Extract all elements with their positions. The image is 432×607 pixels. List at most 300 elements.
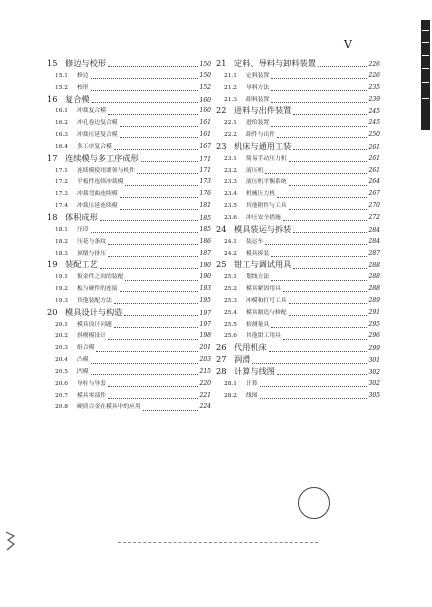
toc-entry-number: 15.2 (55, 84, 68, 91)
toc-entry-page: 167 (199, 142, 211, 150)
toc-section-entry (216, 70, 380, 82)
toc-leader-dots (289, 309, 367, 316)
toc-entry-page: 224 (199, 403, 211, 411)
toc-entry-number: 19.3 (55, 297, 68, 304)
toc-chapter-entry (216, 342, 380, 354)
toc-section-entry (47, 295, 211, 307)
toc-entry-number: 23.5 (224, 203, 237, 210)
toc-entry-title: 修边 (77, 72, 89, 79)
toc-entry-title: 划线方法 (246, 274, 270, 281)
toc-entry-page: 198 (199, 332, 211, 340)
toc-section-entry (216, 330, 380, 342)
toc-leader-dots (114, 143, 198, 150)
toc-entry-title: 平板件连续冲裁模 (77, 179, 124, 186)
toc-section-entry (47, 366, 211, 378)
toc-entry-page: 160 (199, 107, 211, 115)
toc-leader-dots (271, 84, 366, 91)
toc-entry-page: 261 (368, 166, 380, 174)
toc-section-entry (216, 307, 380, 319)
toc-section-entry (47, 271, 211, 283)
toc-entry-page: 284 (368, 226, 380, 234)
toc-entry-number: 19.2 (55, 286, 68, 293)
toc-entry-title: 模具拆装 (246, 250, 270, 257)
toc-entry-title: 冲裁弯曲连续模 (77, 191, 118, 198)
toc-entry-number: 21.1 (224, 72, 237, 79)
toc-leader-dots (108, 238, 198, 245)
toc-section-entry (216, 176, 380, 188)
toc-entry-page: 197 (199, 309, 211, 317)
toc-section-entry (47, 200, 211, 212)
toc-entry-number: 22.2 (224, 132, 237, 139)
toc-entry-page: 245 (368, 108, 380, 116)
toc-entry-title: 冲裁压延连续模 (77, 203, 118, 210)
toc-entry-number: 27 (216, 354, 227, 365)
toc-leader-dots (108, 60, 198, 67)
toc-section-entry (47, 401, 211, 413)
toc-entry-number: 22.1 (224, 120, 237, 127)
toc-entry-page: 220 (199, 379, 211, 387)
toc-leader-dots (125, 274, 197, 281)
toc-section-entry (47, 390, 211, 402)
toc-chapter-entry (216, 259, 380, 271)
toc-entry-title: 模具紧固用具 (246, 286, 281, 293)
toc-leader-dots (120, 285, 198, 292)
toc-leader-dots (120, 131, 198, 138)
toc-entry-title: 压印 (77, 226, 89, 233)
toc-chapter-entry (216, 58, 380, 70)
toc-entry-title: 冲模和打号工具 (246, 297, 287, 304)
toc-entry-number: 23.1 (224, 155, 237, 162)
toc-entry-number: 25.3 (224, 297, 237, 304)
toc-entry-number: 18 (47, 211, 58, 222)
toc-leader-dots (108, 108, 198, 115)
toc-section-entry (47, 248, 211, 260)
toc-entry-page: 150 (199, 71, 211, 79)
toc-section-entry (216, 188, 380, 200)
toc-entry-number: 16 (47, 93, 58, 104)
toc-entry-page: 235 (368, 83, 380, 91)
toc-section-entry (47, 129, 211, 141)
toc-section-entry (47, 236, 211, 248)
toc-entry-title: 复合模 (65, 93, 90, 104)
toc-entry-page: 284 (368, 237, 380, 245)
toc-entry-number: 25 (216, 259, 227, 270)
toc-leader-dots (265, 167, 366, 174)
toc-entry-page: 288 (368, 262, 380, 270)
toc-entry-page: 302 (368, 368, 380, 376)
toc-entry-page: 161 (199, 119, 211, 127)
toc-leader-dots (124, 309, 197, 316)
toc-entry-number: 25.2 (224, 286, 237, 293)
toc-entry-page: 203 (199, 356, 211, 364)
toc-section-entry (47, 165, 211, 177)
toc-entry-number: 23 (216, 140, 227, 151)
toc-entry-number: 17.1 (55, 167, 68, 174)
toc-entry-number: 23.6 (224, 214, 237, 221)
toc-leader-dots (289, 203, 367, 210)
toc-section-entry (47, 70, 211, 82)
toc-entry-title: 连续模使用要领与机件 (77, 167, 135, 174)
toc-entry-page: 261 (368, 143, 380, 151)
toc-entry-number: 17.2 (55, 179, 68, 186)
toc-leader-dots (91, 84, 198, 91)
toc-entry-number: 18.3 (55, 250, 68, 257)
toc-entry-page: 185 (199, 214, 211, 222)
toc-entry-number: 22 (216, 105, 227, 116)
toc-entry-page: 161 (199, 131, 211, 139)
toc-entry-number: 20.7 (55, 392, 68, 399)
toc-entry-number: 20.6 (55, 380, 68, 387)
toc-leader-dots (289, 179, 367, 186)
toc-section-entry (216, 248, 380, 260)
toc-entry-number: 26 (216, 342, 227, 353)
toc-entry-number: 28.1 (224, 380, 237, 387)
toc-entry-title: 润滑 (234, 354, 251, 365)
toc-entry-page: 239 (368, 95, 380, 103)
toc-entry-page: 295 (368, 320, 380, 328)
toc-entry-page: 261 (368, 154, 380, 162)
toc-section-entry (216, 271, 380, 283)
toc-entry-number: 16.4 (55, 143, 68, 150)
toc-leader-dots (265, 238, 366, 245)
toc-entry-page: 267 (368, 190, 380, 198)
toc-leader-dots (141, 155, 198, 162)
toc-chapter-entry (216, 224, 380, 236)
toc-entry-number: 23.2 (224, 167, 237, 174)
toc-leader-dots (271, 321, 366, 328)
toc-entry-page: 302 (368, 379, 380, 387)
toc-entry-page: 190 (199, 262, 211, 270)
toc-leader-dots (271, 96, 366, 103)
toc-leader-dots (318, 60, 367, 67)
toc-entry-number: 20.4 (55, 357, 68, 364)
toc-entry-number: 23.4 (224, 191, 237, 198)
toc-leader-dots (91, 226, 198, 233)
toc-leader-dots (277, 368, 367, 375)
toc-entry-title: 斜楔模设计 (77, 333, 106, 340)
toc-chapter-entry (216, 105, 380, 117)
toc-entry-page: 305 (368, 391, 380, 399)
toc-entry-title: 进给装置 (246, 120, 270, 127)
toc-left-column (47, 58, 211, 413)
toc-section-entry (47, 176, 211, 188)
toc-entry-page: 288 (368, 273, 380, 281)
toc-entry-title: 计算与线图 (234, 365, 275, 376)
toc-entry-number: 17.3 (55, 191, 68, 198)
toc-entry-page: 221 (199, 391, 211, 399)
toc-entry-page: 171 (199, 166, 211, 174)
toc-entry-page: 176 (199, 190, 211, 198)
toc-entry-number: 20 (47, 306, 58, 317)
toc-entry-page: 301 (368, 357, 380, 365)
toc-entry-title: 代用机床 (234, 342, 267, 353)
toc-entry-title: 模具装运与拆装 (234, 223, 292, 234)
toc-leader-dots (108, 250, 198, 257)
toc-section-entry (47, 224, 211, 236)
toc-entry-title: 连续模与多工序成形 (65, 152, 139, 163)
toc-entry-number: 24.2 (224, 250, 237, 257)
toc-leader-dots (271, 120, 366, 127)
toc-entry-number: 25.5 (224, 321, 237, 328)
toc-leader-dots (100, 262, 198, 269)
toc-leader-dots (289, 297, 367, 304)
toc-entry-title: 模具设计问题 (77, 321, 112, 328)
toc-entry-page: 193 (199, 285, 211, 293)
toc-right-column (216, 58, 380, 401)
toc-entry-number: 20.3 (55, 345, 68, 352)
toc-entry-page: 264 (368, 178, 380, 186)
toc-entry-title: 冲压安全措施 (246, 214, 281, 221)
toc-chapter-entry (47, 212, 211, 224)
toc-entry-number: 15 (47, 58, 58, 68)
toc-entry-title: 模具设计与构造 (65, 306, 123, 317)
toc-entry-page: 226 (368, 61, 380, 68)
toc-entry-number: 28.2 (224, 392, 237, 399)
toc-leader-dots (91, 357, 198, 364)
corner-mark-icon (4, 530, 16, 552)
toc-chapter-entry (47, 94, 211, 106)
toc-entry-page: 288 (368, 285, 380, 293)
toc-leader-dots (92, 96, 198, 103)
toc-entry-page: 296 (368, 332, 380, 340)
toc-leader-dots (269, 345, 367, 352)
toc-leader-dots (283, 214, 367, 221)
toc-leader-dots (120, 120, 198, 127)
toc-section-entry (216, 319, 380, 331)
toc-chapter-entry (47, 259, 211, 271)
toc-section-entry (47, 354, 211, 366)
toc-entry-title: 卸件与出件 (246, 132, 275, 139)
toc-entry-page: 270 (368, 202, 380, 210)
toc-entry-page: 173 (199, 178, 211, 186)
toc-entry-title: 定料装置 (246, 72, 270, 79)
toc-entry-title: 板与硬件的连接 (77, 286, 118, 293)
toc-entry-title: 凸模 (77, 357, 89, 364)
toc-chapter-entry (47, 153, 211, 165)
toc-entry-number: 17.4 (55, 203, 68, 210)
bottom-dashed-line (118, 542, 318, 543)
toc-entry-title: 组合模 (77, 345, 95, 352)
toc-leader-dots (271, 250, 366, 257)
toc-entry-title: 冲裁复合模 (77, 108, 106, 115)
toc-section-entry (216, 236, 380, 248)
toc-leader-dots (100, 214, 198, 221)
toc-entry-title: 体积成形 (65, 211, 98, 222)
toc-leader-dots (252, 357, 366, 364)
toc-entry-title: 校形 (77, 84, 89, 91)
toc-section-entry (216, 82, 380, 94)
toc-leader-dots (108, 380, 198, 387)
toc-entry-number: 15.1 (55, 72, 68, 79)
toc-leader-dots (277, 131, 367, 138)
toc-entry-page: 299 (368, 345, 380, 353)
toc-section-entry (216, 390, 380, 402)
toc-leader-dots (271, 274, 366, 281)
toc-entry-page: 160 (199, 96, 211, 104)
toc-entry-number: 24.1 (224, 238, 237, 245)
toc-entry-title: 其他附件与工具 (246, 203, 287, 210)
toc-entry-page: 152 (199, 83, 211, 91)
toc-chapter-entry (47, 58, 211, 70)
toc-entry-page: 186 (199, 237, 211, 245)
toc-section-entry (216, 165, 380, 177)
toc-section-entry (47, 82, 211, 94)
toc-entry-number: 18.1 (55, 226, 68, 233)
toc-entry-title: 进料与出件装置 (234, 105, 292, 116)
toc-chapter-entry (47, 307, 211, 319)
toc-entry-title: 钣金件之间的装配 (77, 274, 124, 281)
toc-entry-page: 272 (368, 213, 380, 221)
toc-leader-dots (293, 226, 366, 233)
toc-entry-page: 187 (199, 249, 211, 257)
toc-chapter-entry (216, 141, 380, 153)
toc-entry-number: 17 (47, 152, 58, 163)
toc-section-entry (47, 283, 211, 295)
toc-entry-title: 冲孔卷边复合模 (77, 120, 118, 127)
toc-section-entry (47, 342, 211, 354)
toc-leader-dots (120, 191, 198, 198)
toc-entry-title: 顶墩与挤压 (77, 250, 106, 257)
toc-entry-title: 装配工艺 (65, 259, 98, 270)
toc-entry-number: 16.3 (55, 132, 68, 139)
toc-leader-dots (143, 404, 198, 411)
toc-section-entry (216, 212, 380, 224)
toc-entry-title: 其他钳工用具 (246, 333, 281, 340)
toc-entry-page: 181 (199, 202, 211, 210)
toc-entry-title: 定料、导料与卸料装置 (234, 58, 316, 68)
toc-entry-page: 150 (199, 61, 211, 68)
toc-entry-page: 226 (368, 71, 380, 79)
toc-entry-number: 21.3 (224, 96, 237, 103)
toc-entry-title: 机械压力机 (246, 191, 275, 198)
toc-section-entry (47, 141, 211, 153)
toc-leader-dots (96, 345, 197, 352)
toc-entry-number: 24 (216, 223, 227, 234)
toc-entry-number: 16.2 (55, 120, 68, 127)
toc-entry-title: 多工序复合模 (77, 143, 112, 150)
toc-leader-dots (260, 392, 367, 399)
toc-entry-title: 线图 (246, 392, 258, 399)
toc-section-entry (216, 94, 380, 106)
toc-entry-page: 287 (368, 249, 380, 257)
toc-leader-dots (293, 108, 366, 115)
toc-leader-dots (283, 285, 367, 292)
toc-entry-title: 其他装配方法 (77, 297, 112, 304)
toc-entry-title: 检测量具 (246, 321, 270, 328)
toc-leader-dots (137, 167, 198, 174)
toc-entry-page: 201 (199, 344, 211, 352)
toc-entry-page: 291 (368, 308, 380, 316)
toc-entry-number: 16.1 (55, 108, 68, 115)
stamp-circle (298, 487, 330, 519)
toc-entry-title: 修边与校形 (65, 58, 106, 68)
toc-leader-dots (91, 368, 198, 375)
toc-leader-dots (91, 72, 198, 79)
toc-entry-number: 20.8 (55, 404, 68, 411)
toc-entry-number: 20.1 (55, 321, 68, 328)
toc-leader-dots (289, 155, 367, 162)
toc-entry-title: 液压机 (246, 167, 264, 174)
toc-entry-title: 模具制造与修配 (246, 309, 287, 316)
toc-entry-number: 19.1 (55, 274, 68, 281)
toc-leader-dots (120, 203, 198, 210)
toc-entry-page: 185 (199, 225, 211, 233)
toc-leader-dots (125, 179, 197, 186)
toc-entry-number: 23.3 (224, 179, 237, 186)
toc-entry-page: 195 (199, 296, 211, 304)
toc-entry-title: 卸料装置 (246, 96, 270, 103)
toc-entry-number: 25.1 (224, 274, 237, 281)
toc-entry-title: 导料方法 (246, 84, 270, 91)
toc-entry-title: 简易手动压力机 (246, 155, 287, 162)
toc-leader-dots (114, 297, 198, 304)
toc-section-entry (216, 117, 380, 129)
toc-chapter-entry (216, 354, 380, 366)
toc-leader-dots (293, 262, 366, 269)
toc-entry-title: 钳工与调试用具 (234, 259, 292, 270)
toc-leader-dots (114, 321, 198, 328)
toc-entry-title: 装运车 (246, 238, 264, 245)
toc-entry-number: 21 (216, 58, 227, 68)
toc-entry-number: 25.6 (224, 333, 237, 340)
toc-entry-title: 计算 (246, 380, 258, 387)
toc-entry-page: 289 (368, 296, 380, 304)
toc-section-entry (216, 129, 380, 141)
toc-entry-title: 机床与通用工装 (234, 140, 292, 151)
toc-entry-page: 250 (368, 131, 380, 139)
toc-section-entry (216, 378, 380, 390)
toc-entry-number: 25.4 (224, 309, 237, 316)
toc-section-entry (47, 188, 211, 200)
toc-section-entry (216, 295, 380, 307)
toc-section-entry (216, 153, 380, 165)
toc-leader-dots (283, 333, 367, 340)
toc-entry-number: 18.2 (55, 238, 68, 245)
toc-entry-title: 液压机平衡系统 (246, 179, 287, 186)
toc-section-entry (47, 319, 211, 331)
toc-entry-page: 245 (368, 119, 380, 127)
toc-leader-dots (271, 72, 366, 79)
toc-entry-page: 197 (199, 320, 211, 328)
toc-entry-number: 20.2 (55, 333, 68, 340)
side-binding-strip (421, 20, 430, 130)
toc-section-entry (47, 330, 211, 342)
toc-entry-number: 19 (47, 259, 58, 270)
toc-chapter-entry (216, 366, 380, 378)
toc-leader-dots (108, 392, 198, 399)
toc-entry-number: 21.2 (224, 84, 237, 91)
toc-entry-page: 215 (199, 367, 211, 375)
toc-section-entry (47, 117, 211, 129)
toc-entry-title: 硬质合金在模具中的应用 (77, 404, 141, 411)
toc-entry-title: 导柱与导套 (77, 380, 106, 387)
toc-entry-number: 28 (216, 365, 227, 376)
toc-entry-title: 模具零部件 (77, 392, 106, 399)
toc-leader-dots (293, 143, 366, 150)
page-number: V (344, 38, 352, 51)
toc-entry-title: 冲裁压延复合模 (77, 132, 118, 139)
toc-entry-title: 凹模 (77, 368, 89, 375)
toc-entry-page: 171 (199, 155, 211, 163)
toc-entry-page: 190 (199, 273, 211, 281)
toc-entry-title: 压花与条纹 (77, 238, 106, 245)
toc-leader-dots (260, 380, 367, 387)
toc-section-entry (47, 105, 211, 117)
toc-section-entry (216, 200, 380, 212)
toc-section-entry (216, 283, 380, 295)
toc-leader-dots (277, 191, 367, 198)
toc-entry-number: 20.5 (55, 368, 68, 375)
